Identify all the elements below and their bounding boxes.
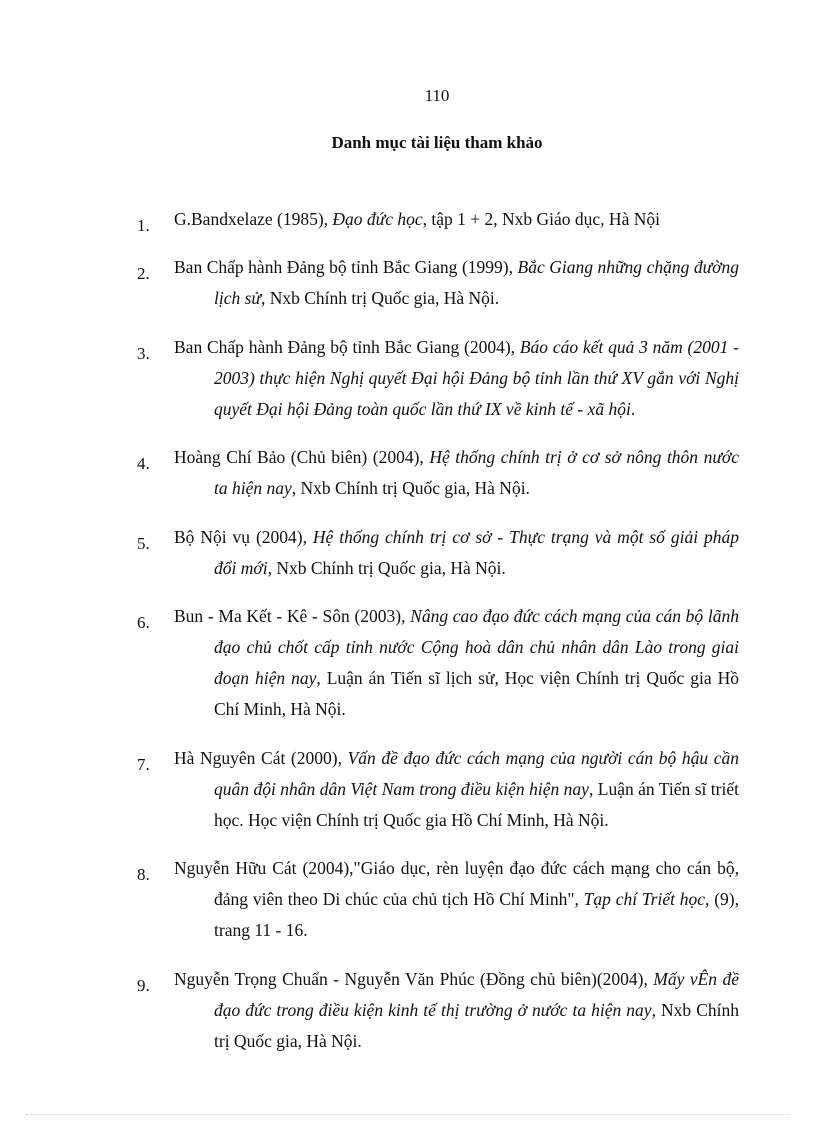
reference-number: 9. [137, 975, 150, 995]
page-title: Danh mục tài liệu tham khảo [331, 133, 543, 152]
reference-text: G.Bandxelaze (1985), Đạo đức học, tập 1 + 2, Nxb Giáo dục, Hà Nội [174, 208, 660, 229]
reference-text: Ban Chấp hành Đảng bộ tỉnh Bắc Giang (2004), Báo cáo kết quả 3 năm (2001 - 2003) thực hiện Nghị quyết Đại hội Đảng bộ tỉnh lần thứ XV gắn với Nghị quyết Đại hội Đảng toàn quốc lần thứ IX về kinh tế - xã hội. [174, 336, 740, 419]
reference-title: Hệ thống chính trị cơ sở - Thực trạng và một số giải pháp đổi mới [214, 526, 740, 578]
reference-number: 2. [137, 264, 150, 283]
reference-text: Nguyễn Trọng Chuẩn - Nguyễn Văn Phúc (Đồng chủ biên)(2004), Mấy vÊn đề đạo đức trong điều kiện kinh tế thị trường ở nước ta hiện nay, Nxb Chính trị Quốc gia, Hà Nội. [174, 968, 739, 1051]
reference-text: Bộ Nội vụ (2004), Hệ thống chính trị cơ sở - Thực trạng và một số giải pháp đổi mới, Nxb Chính trị Quốc gia, Hà Nội. [174, 526, 740, 578]
reference-number: 3. [137, 343, 150, 363]
reference-text: Hà Nguyên Cát (2000), Vấn đề đạo đức cách mạng của người cán bộ hậu cần quân đội nhân dân Việt Nam trong điều kiện hiện nay, Luận án Tiến sĩ triết học. Học viện Chính trị Quốc gia Hồ Chí Minh, Hà Nội. [174, 747, 739, 830]
reference-number: 1. [137, 215, 150, 235]
reference-item [0, 743, 816, 836]
reference-number: 4. [137, 454, 150, 473]
reference-title: Hệ thống chính trị ở cơ sở nông thôn nước ta hiện nay [214, 447, 739, 498]
reference-text: Ban Chấp hành Đảng bộ tỉnh Bắc Giang (1999), Bắc Giang những chặng đường lịch sử, Nxb Chính trị Quốc gia, Hà Nội. [174, 257, 739, 308]
reference-list [0, 186, 816, 1074]
reference-item [0, 332, 816, 425]
reference-number: 5. [137, 533, 150, 553]
reference-title: Bắc Giang những chặng đường lịch sử [214, 257, 739, 308]
reference-text: Nguyễn Hữu Cát (2004),"Giáo dục, rèn luyện đạo đức cách mạng cho cán bộ, đảng viên theo Di chúc của chủ tịch Hồ Chí Minh", Tạp chí Triết học, (9), trang 11 - 16. [174, 858, 740, 940]
reference-item [0, 522, 816, 584]
reference-title: Nâng cao đạo đức cách mạng của cán bộ lãnh đạo chủ chốt cấp tỉnh nước Cộng hoà dân chủ nhân dân Lào trong giai đoạn hiện nay [214, 606, 739, 688]
reference-item [0, 601, 816, 725]
reference-text: Bun - Ma Kết - Kê - Sôn (2003), Nâng cao đạo đức cách mạng của cán bộ lãnh đạo chủ chốt cấp tỉnh nước Cộng hoà dân chủ nhân dân Lào trong giai đoạn hiện nay, Luận án Tiến sĩ lịch sử, Học viện Chính trị Quốc gia Hồ Chí Minh, Hà Nội. [174, 606, 739, 719]
reference-number: 8. [137, 865, 150, 884]
reference-number: 6. [137, 613, 150, 632]
reference-item [0, 853, 816, 946]
reference-item [0, 442, 816, 504]
reference-title: Mấy vÊn đề đạo đức trong điều kiện kinh tế thị trường ở nước ta hiện nay [214, 968, 739, 1020]
reference-item [0, 204, 816, 235]
reference-text: Hoàng Chí Bảo (Chủ biên) (2004), Hệ thống chính trị ở cơ sở nông thôn nước ta hiện nay, Nxb Chính trị Quốc gia, Hà Nội. [174, 447, 739, 498]
reference-item [0, 964, 816, 1057]
reference-title: Báo cáo kết quả 3 năm (2001 - 2003) thực hiện Nghị quyết Đại hội Đảng bộ tỉnh lần thứ XV gắn với Nghị quyết Đại hội Đảng toàn quốc lần thứ IX về kinh tế - xã hội [214, 336, 740, 419]
reference-title: Vấn đề đạo đức cách mạng của người cán bộ hậu cần quân đội nhân dân Việt Nam trong điều kiện hiện nay [214, 747, 739, 799]
reference-number: 7. [137, 754, 150, 774]
page-number: 110 [424, 86, 450, 105]
reference-item [0, 252, 816, 314]
reference-title: Tạp chí Triết học [583, 889, 706, 909]
reference-title: Đạo đức học [332, 208, 423, 229]
page-bottom-divider [26, 1114, 790, 1115]
